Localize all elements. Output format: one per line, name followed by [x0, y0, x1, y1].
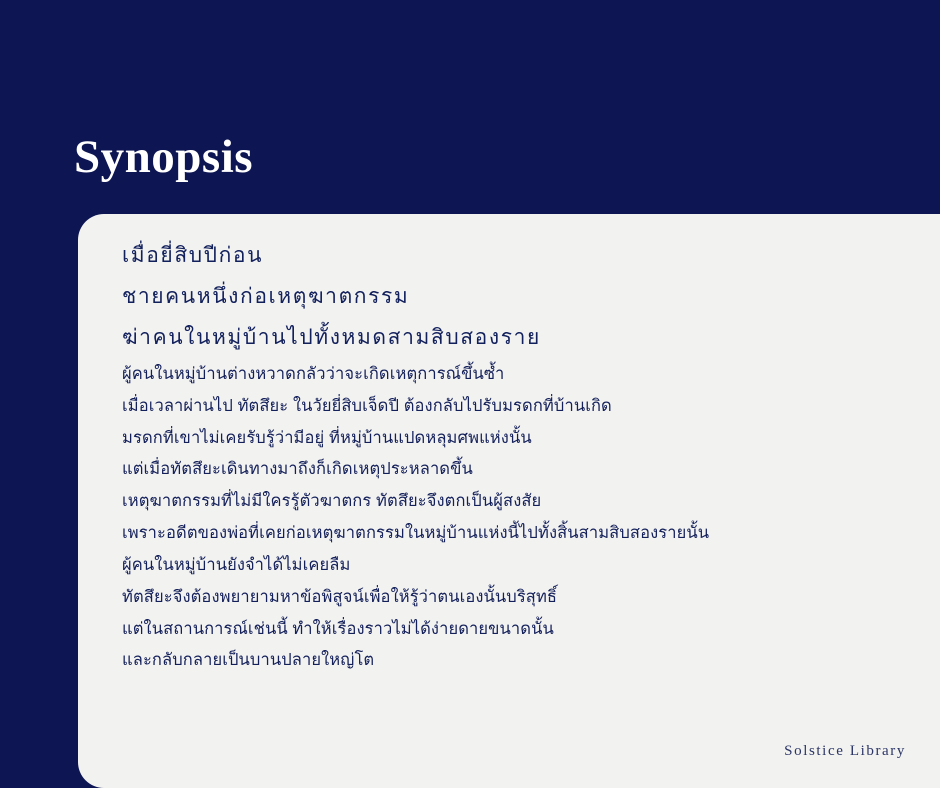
- body-line: ผู้คนในหมู่บ้านยังจำได้ไม่เคยลืม: [122, 555, 351, 574]
- lead-line: ฆ่าคนในหมู่บ้านไปทั้งหมดสามสิบสองราย: [122, 325, 541, 349]
- body-line: เหตุฆาตกรรมที่ไม่มีใครรู้ตัวฆาตกร ทัตสึยะจึงตกเป็นผู้สงสัย: [122, 492, 542, 511]
- body-line: เพราะอดีตของพ่อที่เคยก่อเหตุฆาตกรรมในหมู่บ้านแห่งนี้ไปทั้งสิ้นสามสิบสองรายนั้น: [122, 524, 710, 543]
- body-line: มรดกที่เขาไม่เคยรับรู้ว่ามีอยู่ ที่หมู่บ้านแปดหลุมศพแห่งนั้น: [122, 428, 532, 447]
- synopsis-content: [122, 236, 912, 677]
- body-line: เมื่อเวลาผ่านไป ทัตสึยะ ในวัยยี่สิบเจ็ดปี ต้องกลับไปรับมรดกที่บ้านเกิด: [122, 396, 612, 415]
- body-line: ทัตสึยะจึงต้องพยายามหาข้อพิสูจน์เพื่อให้รู้ว่าตนเองนั้นบริสุทธิ์: [122, 587, 558, 606]
- library-credit: Solstice Library: [784, 743, 906, 759]
- body-line: แต่เมื่อทัตสึยะเดินทางมาถึงก็เกิดเหตุประหลาดขึ้น: [122, 460, 473, 479]
- page-title: Synopsis: [74, 131, 254, 183]
- body-line: ผู้คนในหมู่บ้านต่างหวาดกลัวว่าจะเกิดเหตุการณ์ขึ้นซ้ำ: [122, 364, 505, 383]
- body-line: แต่ในสถานการณ์เช่นนี้ ทำให้เรื่องราวไม่ได้ง่ายดายขนาดนั้น: [122, 619, 554, 638]
- synopsis-card: [78, 214, 940, 788]
- lead-line: เมื่อยี่สิบปีก่อน: [122, 244, 264, 267]
- lead-line: ชายคนหนึ่งก่อเหตุฆาตกรรม: [122, 284, 410, 308]
- body-line: และกลับกลายเป็นบานปลายใหญ่โต: [122, 651, 375, 670]
